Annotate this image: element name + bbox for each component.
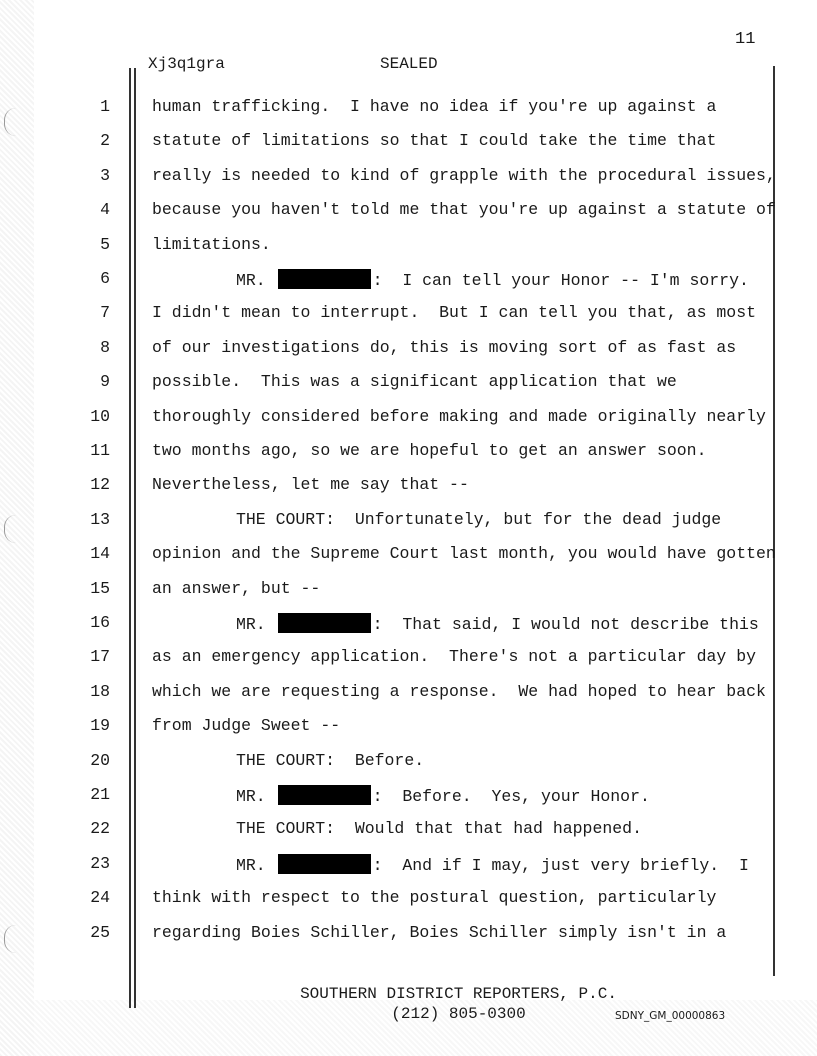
transcript-line [0,131,817,165]
line-text: THE COURT: Would that that had happened. [236,819,642,839]
transcript-line [0,372,817,406]
page-number: 11 [735,30,756,49]
line-text: Nevertheless, let me say that -- [152,475,469,495]
line-text [236,613,759,634]
line-text: statute of limitations so that I could take the time that [152,131,717,151]
speaker-text: : Before. Yes, your Honor. [372,787,650,806]
line-number: 20 [90,750,110,770]
transcript-line [0,510,817,544]
line-text [236,785,650,806]
line-number: 24 [90,888,110,908]
transcript-line [0,475,817,509]
redaction-box [278,269,371,289]
line-number: 19 [90,716,110,736]
transcript-line [0,751,817,785]
transcript-line [0,97,817,131]
redaction-box [278,854,371,874]
speaker-prefix: MR. [236,615,266,634]
speaker-text: : That said, I would not describe this [372,615,759,634]
line-number: 25 [90,922,110,942]
line-text: human trafficking. I have no idea if you're up against a [152,97,717,116]
line-text: thoroughly considered before making and made originally nearly [152,406,766,426]
line-text: because you haven't told me that you're up against a statute of [152,200,776,220]
line-text: possible. This was a significant application that we [152,372,677,392]
line-number: 8 [100,337,110,357]
line-number: 14 [90,544,110,564]
speaker-prefix: MR. [236,787,266,806]
line-text: really is needed to kind of grapple with the procedural issues, [152,165,776,185]
line-text: opinion and the Supreme Court last month, you would have gotten [152,544,776,564]
line-number: 21 [90,785,110,804]
transcript-line [0,785,817,819]
speaker-prefix: MR. [236,855,266,875]
line-text: of our investigations do, this is moving sort of as fast as [152,337,737,357]
line-number: 1 [100,97,110,116]
line-number: 9 [100,372,110,392]
line-text: as an emergency application. There's not a particular day by [152,647,756,667]
line-text: think with respect to the postural question, particularly [152,888,717,908]
transcript-line [0,544,817,578]
speaker-prefix: MR. [236,271,266,290]
transcript-line [0,338,817,372]
line-number: 15 [90,578,110,598]
line-text: THE COURT: Before. [236,750,425,770]
line-number: 22 [90,819,110,839]
line-text: THE COURT: Unfortunately, but for the dead judge [236,509,722,529]
line-number: 11 [90,441,110,460]
line-number: 6 [100,269,110,288]
line-text: which we are requesting a response. We had hoped to hear back [152,681,766,701]
line-text: from Judge Sweet -- [152,716,341,736]
line-number: 10 [90,406,110,426]
line-number: 13 [90,509,110,529]
line-number: 16 [90,613,110,632]
redaction-box [278,785,371,805]
speaker-text: : And if I may, just very briefly. I [372,855,749,875]
sealed-label: SEALED [380,55,438,73]
redaction-box [278,613,371,633]
document-id: Xj3q1gra [148,55,225,73]
line-text: two months ago, so we are hopeful to get an answer soon. [152,441,707,460]
line-number: 5 [100,234,110,254]
line-number: 12 [90,475,110,495]
transcript-line [0,613,817,647]
transcript-line [0,682,817,716]
transcript-line [0,579,817,613]
reporter-phone: (212) 805-0300 [391,1005,526,1023]
transcript-line [0,647,817,681]
line-number: 7 [100,303,110,323]
line-text: I didn't mean to interrupt. But I can tell you that, as most [152,303,756,323]
line-text: an answer, but -- [152,578,321,598]
transcript-line [0,200,817,234]
transcript-line [0,269,817,303]
line-text [236,269,749,290]
line-number: 3 [100,165,110,185]
transcript-line [0,888,817,922]
transcript-line [0,819,817,853]
line-number: 17 [90,647,110,667]
line-number: 2 [100,131,110,151]
transcript-line [0,303,817,337]
reporter-name: SOUTHERN DISTRICT REPORTERS, P.C. [300,985,617,1003]
line-number: 23 [90,853,110,873]
bates-number: SDNY_GM_00000863 [615,1010,726,1022]
line-text: limitations. [152,234,271,254]
line-text [236,854,749,875]
transcript-line [0,166,817,200]
transcript-line [0,407,817,441]
speaker-text: : I can tell your Honor -- I'm sorry. [372,271,749,290]
line-text: regarding Boies Schiller, Boies Schiller simply isn't in a [152,922,727,942]
transcript-line [0,854,817,888]
transcript-line [0,716,817,750]
line-number: 4 [100,200,110,220]
transcript-line [0,235,817,269]
line-number: 18 [90,681,110,701]
transcript-line [0,441,817,475]
transcript-line [0,923,817,957]
